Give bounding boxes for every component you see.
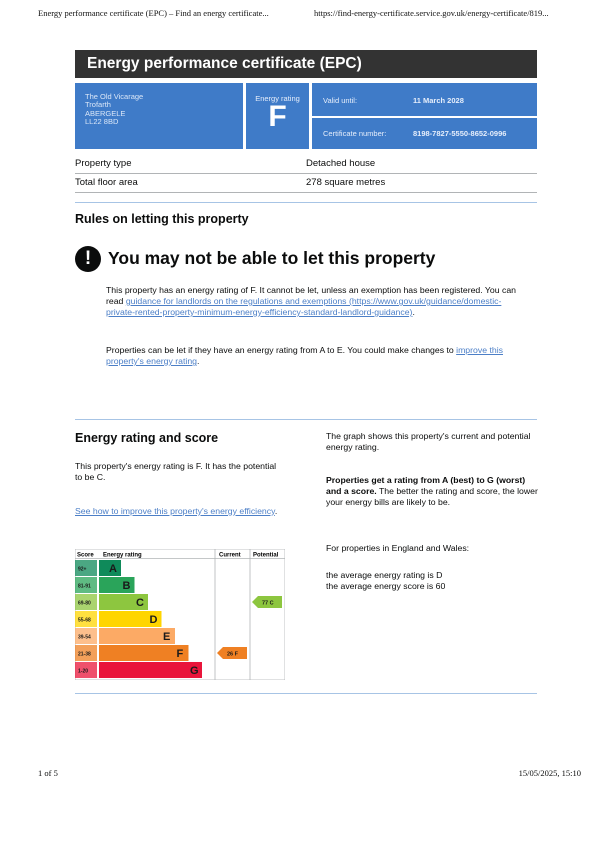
address-line: Trofarth: [85, 100, 111, 110]
chart-header-score: Score: [77, 552, 94, 559]
band-bar: [99, 662, 202, 678]
rating-explanation: [326, 475, 541, 508]
band-letter: D: [149, 614, 158, 626]
band-score-range: 55-68: [78, 617, 91, 624]
letting-paragraph-1-text: This property has an energy rating of F. It cannot be let, unless an exemption has been registered. You can read: [106, 285, 517, 306]
average-rating: the average energy rating is D: [326, 570, 443, 580]
band-letter: F: [176, 648, 184, 660]
improve-efficiency-end: .: [274, 506, 278, 516]
average-score: the average energy score is 60: [326, 581, 446, 591]
summary-value: 278 square metres: [306, 177, 386, 188]
band-score-range: 39-54: [78, 634, 91, 641]
band-letter: E: [163, 631, 171, 643]
band-score-range: 21-38: [78, 651, 91, 658]
certificate-info-box: [75, 83, 537, 149]
address-line: ABERGELE: [85, 108, 126, 118]
energy-rating-intro: This property's energy rating is F. It has the potential to be C.: [75, 461, 277, 482]
address-line: LL22 8BD: [85, 117, 119, 127]
band-score-range: 81-91: [78, 583, 91, 590]
chart-header-current: Current: [219, 552, 241, 559]
letting-heading: Rules on letting this property: [75, 212, 249, 226]
band-letter: A: [109, 563, 117, 575]
energy-rating-label: Energy rating: [255, 94, 300, 103]
band-letter: G: [190, 665, 199, 677]
address-line: The Old Vicarage: [85, 92, 144, 101]
landlord-guidance-link[interactable]: guidance for landlords on the regulations and exemptions (https://www.gov.uk/guidance/domestic-private-rented-property-minimum-energy-efficiency-standard-landlord-guidance): [106, 296, 502, 317]
energy-rating-panel: [246, 83, 309, 149]
improve-rating-link[interactable]: improve this property's energy rating: [106, 345, 503, 366]
energy-rating-heading: Energy rating and score: [75, 431, 219, 445]
band-bar: [99, 645, 189, 661]
epc-title-banner: Energy performance certificate (EPC): [75, 50, 537, 78]
address-panel: [75, 83, 243, 149]
summary-row: [75, 174, 537, 193]
print-page-url: https://find-energy-certificate.service.gov.uk/energy-certificate/819...: [314, 8, 549, 18]
letting-paragraph-2-text: Properties can be let if they have an energy rating from A to E. You could make changes to: [106, 345, 457, 355]
letting-paragraph-1: [106, 285, 526, 318]
england-wales-note: For properties in England and Wales:: [326, 543, 470, 553]
summary-key: Total floor area: [75, 177, 138, 188]
rating-explanation-rest: The better the rating and score, the lower your energy bills are likely to be.: [326, 486, 538, 507]
potential-rating-label: 77 C: [262, 600, 274, 607]
section-divider: [75, 419, 537, 420]
print-page-number: 1 of 5: [38, 768, 58, 778]
letting-paragraph-1-end: .: [412, 307, 415, 317]
print-page-title: Energy performance certificate (EPC) – Find an energy certificate...: [38, 8, 269, 18]
summary-value: Detached house: [306, 158, 376, 169]
section-divider: [75, 202, 537, 203]
rating-explanation-bold: Properties get a rating from A (best) to G (worst) and a score.: [326, 475, 526, 496]
current-rating-label: 26 F: [227, 651, 239, 658]
improve-efficiency-link[interactable]: See how to improve this property's energy efficiency: [75, 506, 275, 516]
band-letter: B: [122, 580, 131, 592]
valid-until-panel: [312, 83, 537, 116]
section-divider: [75, 693, 537, 694]
certificate-number-value: 8198-7827-5550-8652-0996: [413, 129, 507, 138]
property-summary: [75, 155, 537, 193]
chart-header-rating: Energy rating: [103, 552, 142, 559]
certificate-number-label: Certificate number:: [323, 129, 387, 138]
exclamation-icon: !: [75, 246, 101, 272]
valid-until-value: 11 March 2028: [413, 96, 464, 105]
improve-efficiency-paragraph: [75, 506, 285, 517]
energy-rating-chart: [75, 549, 285, 680]
band-letter: C: [136, 597, 144, 609]
print-datetime: 15/05/2025, 15:10: [518, 768, 581, 778]
valid-until-label: Valid until:: [323, 96, 358, 105]
energy-rating-letter: F: [268, 100, 287, 133]
summary-row: [75, 155, 537, 174]
summary-key: Property type: [75, 158, 132, 169]
letting-warning-text: You may not be able to let this property: [108, 248, 436, 268]
letting-paragraph-2: [106, 345, 526, 367]
chart-header-potential: Potential: [253, 552, 279, 559]
band-score-range: 69-80: [78, 600, 91, 607]
band-score-range: 1-20: [78, 668, 89, 675]
letting-paragraph-2-end: .: [197, 356, 200, 366]
band-score-range: 92+: [78, 566, 87, 573]
certificate-number-panel: [312, 118, 537, 149]
graph-explanation: The graph shows this property's current and potential energy rating.: [326, 431, 531, 452]
